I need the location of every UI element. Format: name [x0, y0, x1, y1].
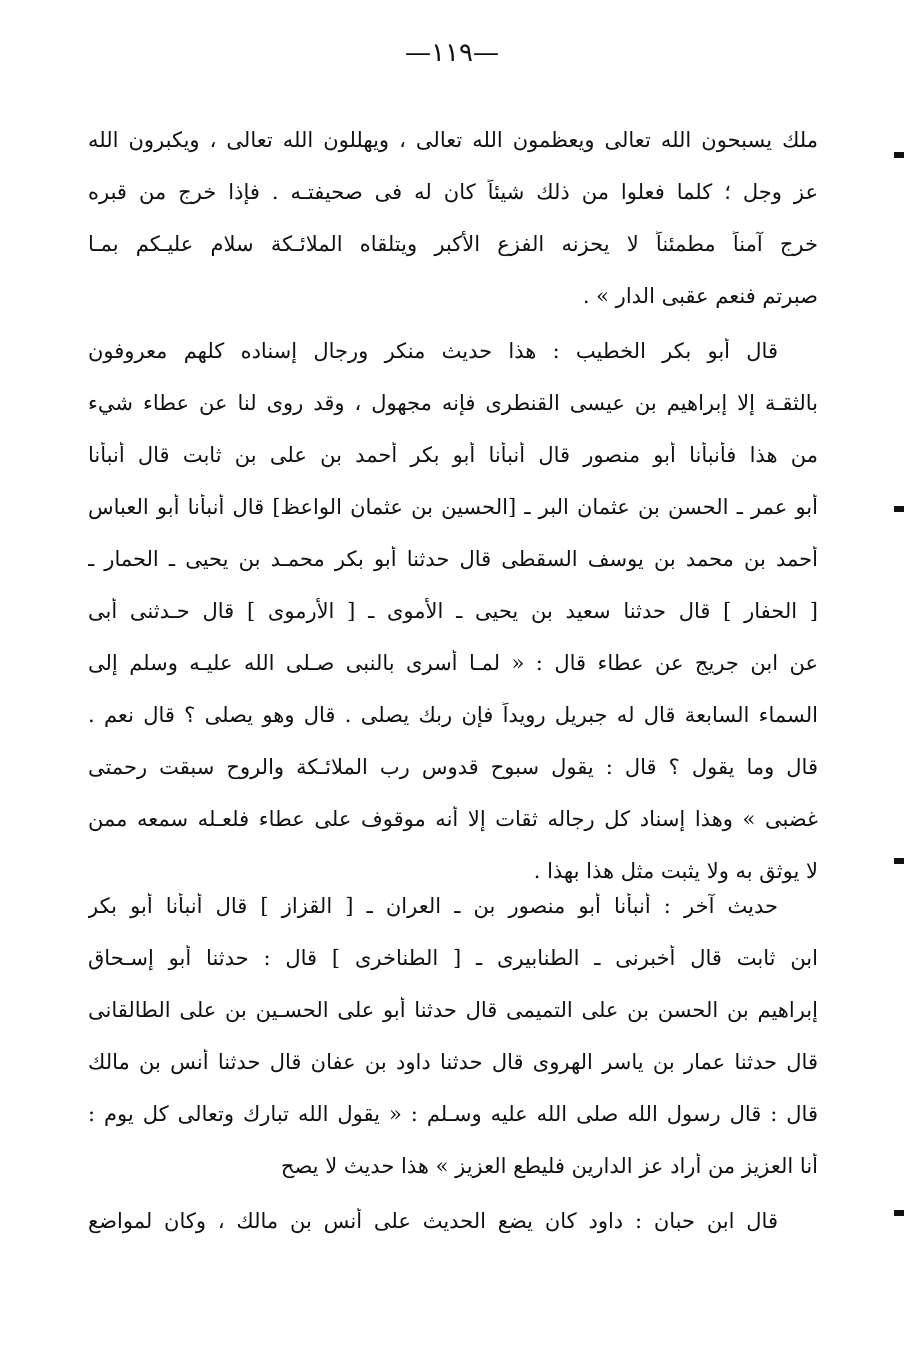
text-line: ابن ثابت قال أخبرنى ـ الطنابيرى ـ [ الطناخرى ] قال : حدثنا أبو إسـحاق [88, 946, 818, 970]
text-line: حديث آخر : أنبأنا أبو منصور بن ـ العران ـ [ القزاز ] قال أنبأنا أبو بكر [88, 894, 778, 918]
text-line: أحمد بن محمد بن يوسف السقطى قال حدثنا أبو بكر محمـد بن يحيى ـ الحمار ـ [88, 547, 818, 571]
text-line: قال : قال رسول الله صلى الله عليه وسـلم : « يقول الله تبارك وتعالى كل يوم : [88, 1102, 818, 1126]
text-line: عن ابن جريج عن عطاء قال : « لمـا أسرى بالنبى صـلى الله عليـه وسلم إلى [88, 651, 818, 675]
paragraph-1 [88, 127, 818, 309]
text-line: خرج آمناً مطمئناً لا يحزنه الفزع الأكبر ويتلقاه الملائـكة سلام عليـكم بمـا [88, 232, 818, 256]
text-line: قال حدثنا عمار بن ياسر الهروى قال حدثنا داود بن عفان قال حدثنا أنس بن مالك [88, 1050, 818, 1074]
text-line: عز وجل ؛ كلما فعلوا من ذلك شيئاً كان له فى صحيفتـه . فإذا خرج من قبره [88, 180, 818, 204]
text-line: قال أبو بكر الخطيب : هذا حديث منكر ورجال إسناده كلهم معروفون [88, 339, 778, 363]
text-line: بالثقـة إلا إبراهيم بن عيسى القنطرى فإنه مجهول ، وقد روى لنا عن عطاء شيء [88, 391, 818, 415]
text-line: لا يوثق به ولا يثبت مثل هذا بهذا . [533, 859, 818, 883]
paragraph-3 [88, 893, 818, 1179]
text-line: غضبى » وهذا إسناد كل رجاله ثقات إلا أنه موقوف على عطاء فلعـله سمعه ممن [88, 807, 818, 831]
page-number: —١١٩— [405, 38, 499, 68]
text-line: إبراهيم بن الحسن بن على التميمى قال حدثنا أبو على الحسـين بن على الطالقانى [88, 998, 818, 1022]
text-line: ملك يسبحون الله تعالى ويعظمون الله تعالى ، ويهللون الله تعالى ، ويكبرون الله [88, 128, 818, 152]
text-line: من هذا فأنبأنا أبو منصور قال أنبأنا أبو بكر أحمد بن على بن ثابت قال أنبأنا [88, 443, 818, 467]
text-line: أبو عمر ـ الحسن بن عثمان البر ـ [الحسين بن عثمان الواعظ] قال أنبأنا أبو العباس [88, 495, 818, 519]
margin-mark [894, 506, 904, 512]
text-line: صبرتم فنعم عقبى الدار » . [582, 284, 818, 308]
margin-mark [894, 858, 904, 864]
paragraph-4 [88, 1208, 818, 1234]
text-line: [ الحفار ] قال حدثنا سعيد بن يحيى ـ الأموى ـ [ الأرموى ] قال حـدثنى أبى [88, 599, 818, 623]
margin-mark [894, 152, 904, 158]
text-line: السماء السابعة قال له جبريل رويداً فإن ربك يصلى . قال وهو يصلى ؟ قال نعم . [88, 703, 818, 727]
text-line: قال ابن حبان : داود كان يضع الحديث على أنس بن مالك ، وكان لمواضع [88, 1209, 778, 1233]
margin-mark [894, 1210, 904, 1216]
paragraph-2 [88, 338, 818, 884]
text-line: قال وما يقول ؟ قال : يقول سبوح قدوس رب الملائـكة والروح سبقت رحمتى [88, 755, 818, 779]
text-line: أنا العزيز من أراد عز الدارين فليطع العزيز » هذا حديث لا يصح [280, 1154, 818, 1178]
